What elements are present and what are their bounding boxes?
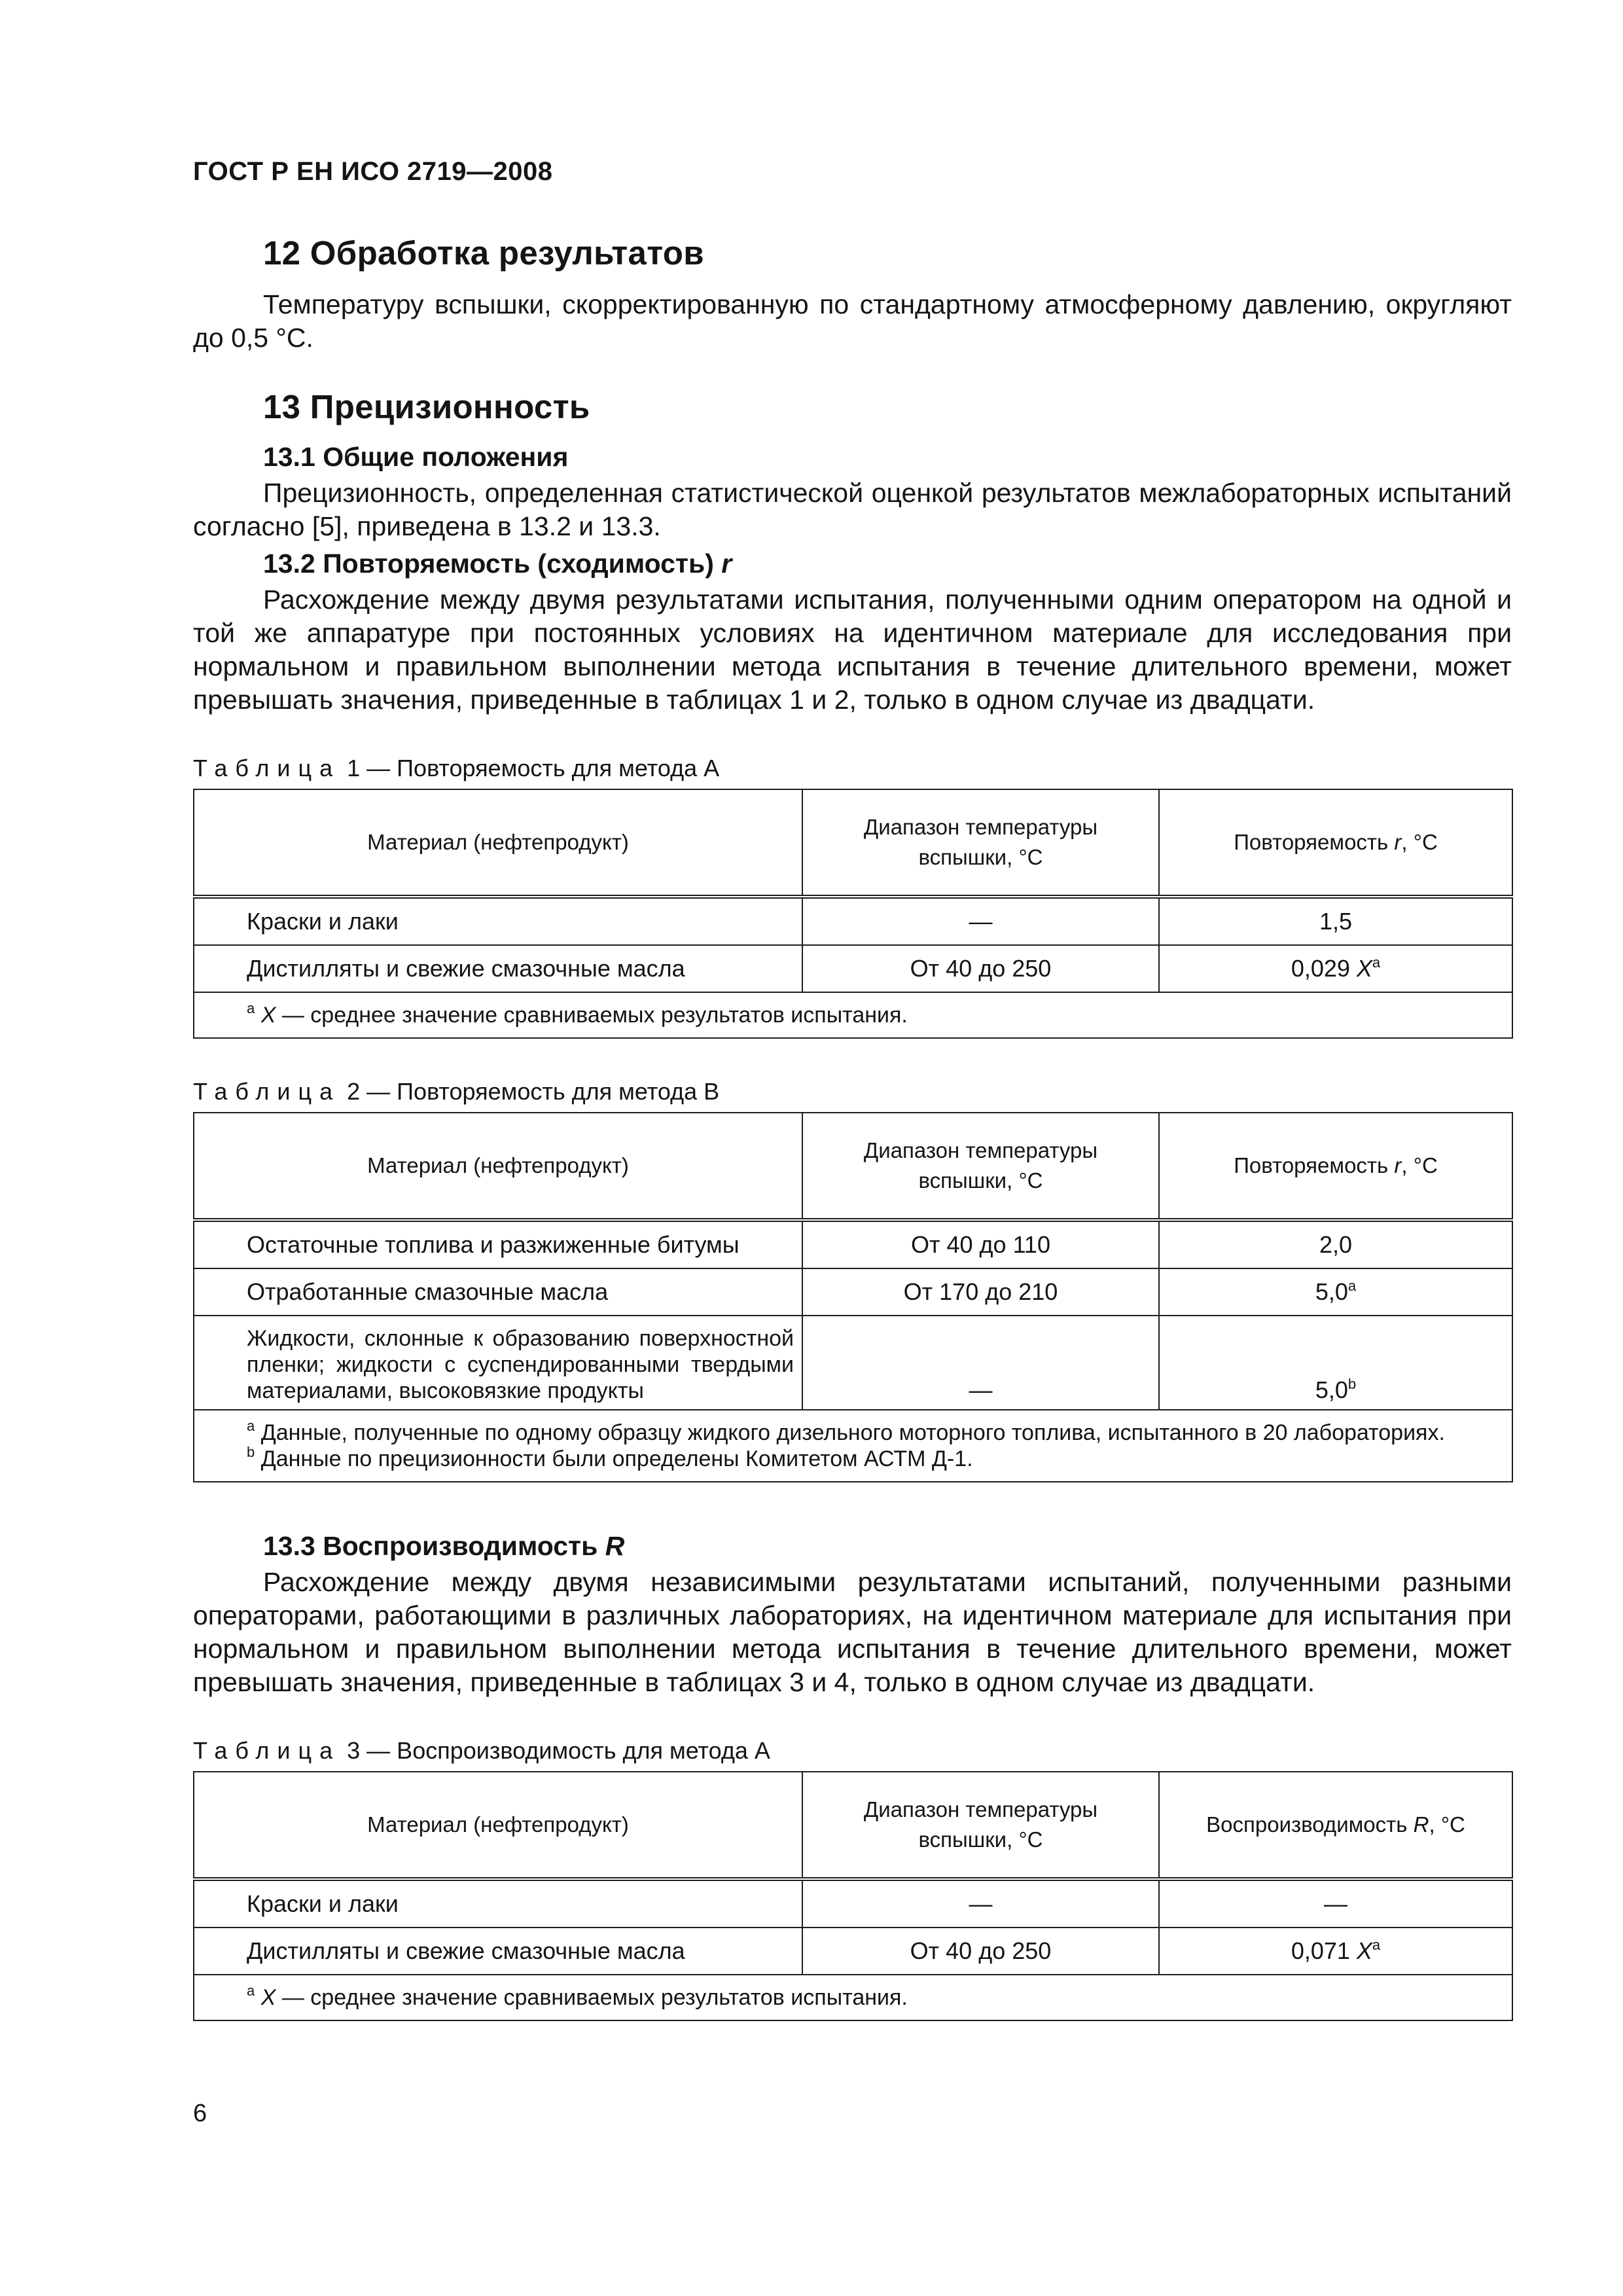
cell-range: От 40 до 250 <box>802 945 1159 992</box>
table-row <box>194 1268 1512 1316</box>
table-3 <box>193 1771 1513 2021</box>
document-id: ГОСТ Р ЕН ИСО 2719—2008 <box>193 157 553 186</box>
cell-material: Остаточные топлива и разжиженные битумы <box>194 1220 802 1268</box>
section-12-text: Температуру вспышки, скорректированную по стандартному атмосферному давлению, округляют до 0,5 °С. <box>193 289 1512 353</box>
header-range <box>802 789 1159 897</box>
page-number: 6 <box>193 2100 207 2127</box>
table-word: Таблица <box>193 755 341 781</box>
section-13-3-text: Расхождение между двумя независимыми результатами испытаний, полученными разными операторами, работающими в различных лабораториях, на идентичном материале для испытания при нормальном и правильном выполнении метода испытания в течение длительного времени, может превышать значения, приведенные в таблицах 3 и 4, только в одном случае из двадцати. <box>193 1567 1512 1697</box>
table-footnote <box>194 1975 1512 2020</box>
header-material: Материал (нефтепродукт) <box>194 1113 802 1220</box>
cell-value-number: 5,0 <box>1315 1278 1348 1305</box>
table-1-caption-text: 1 — Повторяемость для метода А <box>340 755 720 781</box>
table-row <box>194 1220 1512 1268</box>
header-range-text: Диапазон температуры вспышки, °С <box>863 1797 1098 1852</box>
footnote-b <box>247 1446 1508 1472</box>
footnote-mark: a <box>1372 1937 1381 1953</box>
table-header-row <box>194 1113 1512 1220</box>
cell-range: От 40 до 250 <box>802 1928 1159 1975</box>
table-2-caption <box>193 1078 1512 1105</box>
header-unit: , °С <box>1429 1812 1465 1837</box>
header-repeatability-text: Повторяемость <box>1234 1153 1395 1177</box>
table-word: Таблица <box>193 1078 341 1105</box>
reproducibility-symbol: R <box>605 1531 625 1561</box>
cell-value-symbol: X <box>1356 955 1372 982</box>
footnote-text: Данные по прецизионности были определены Комитетом АСТМ Д-1. <box>255 1446 973 1471</box>
header-unit: , °С <box>1401 830 1438 854</box>
document-page <box>193 157 1512 2021</box>
table-1-caption <box>193 755 1512 782</box>
cell-material: Отработанные смазочные масла <box>194 1268 802 1316</box>
header-unit: , °С <box>1401 1153 1438 1177</box>
table-word: Таблица <box>193 1737 341 1764</box>
cell-value: 2,0 <box>1159 1220 1512 1268</box>
table-footnote-row <box>194 1975 1512 2020</box>
footnote-text: Данные, полученные по одному образцу жидкого дизельного моторного топлива, испытанного в 20 лабораториях. <box>255 1420 1445 1445</box>
cell-range: — <box>802 1316 1159 1410</box>
section-13-1-text: Прецизионность, определенная статистической оценкой результатов межлабораторных испытаний согласно [5], приведена в 13.2 и 13.3. <box>193 478 1512 541</box>
footnote-symbol: X <box>260 1985 276 2010</box>
table-footnotes <box>194 1410 1512 1482</box>
cell-material: Дистилляты и свежие смазочные масла <box>194 1928 802 1975</box>
table-header-row <box>194 789 1512 897</box>
header-symbol: r <box>1394 1153 1402 1177</box>
section-13-3-title <box>193 1531 1512 1562</box>
footnote-mark: a <box>247 1418 255 1434</box>
cell-material: Дистилляты и свежие смазочные масла <box>194 945 802 992</box>
cell-value <box>1159 1268 1512 1316</box>
header-reproducibility <box>1159 1772 1512 1879</box>
cell-value-number: 5,0 <box>1315 1376 1348 1403</box>
footnote-text: — среднее значение сравниваемых результатов испытания. <box>276 1003 908 1028</box>
header-material: Материал (нефтепродукт) <box>194 1772 802 1879</box>
cell-value <box>1159 1316 1512 1410</box>
section-13-title: 13 Прецизионность <box>263 388 590 425</box>
section-12-title: 12 Обработка результатов <box>263 234 704 272</box>
footnote-mark: a <box>247 1982 255 1999</box>
cell-value-number: 0,071 <box>1291 1937 1357 1964</box>
table-row <box>194 1879 1512 1928</box>
cell-range: От 40 до 110 <box>802 1220 1159 1268</box>
table-footnote <box>194 992 1512 1038</box>
table-footnote-row <box>194 1410 1512 1482</box>
table-3-caption <box>193 1737 1512 1765</box>
cell-material: Краски и лаки <box>194 1879 802 1928</box>
table-row <box>194 897 1512 945</box>
section-13-2-text: Расхождение между двумя результатами испытания, полученными одним оператором на одной и той же аппаратуре при постоянных условиях на идентичном материале для исследования при нормальном и правильном выполнении метода испытания в течение длительного времени, может превышать значения, приведенные в таблицах 1 и 2, только в одном случае из двадцати. <box>193 584 1512 715</box>
table-row <box>194 945 1512 992</box>
table-3-caption-text: 3 — Воспроизводимость для метода А <box>340 1737 770 1764</box>
cell-range: От 170 до 210 <box>802 1268 1159 1316</box>
footnote-mark: b <box>247 1444 255 1460</box>
footnote-symbol: X <box>260 1003 276 1028</box>
section-13-2-title <box>193 548 1512 579</box>
header-range-text: Диапазон температуры вспышки, °С <box>863 1138 1098 1193</box>
footnote-mark: a <box>1347 1278 1357 1294</box>
cell-value: — <box>1159 1879 1512 1928</box>
cell-material: Краски и лаки <box>194 897 802 945</box>
header-reproducibility-text: Воспроизводимость <box>1206 1812 1414 1837</box>
table-row <box>194 1928 1512 1975</box>
header-range-text: Диапазон температуры вспышки, °С <box>863 815 1098 869</box>
header-symbol: r <box>1394 830 1402 854</box>
footnote-a <box>247 1420 1508 1446</box>
header-material: Материал (нефтепродукт) <box>194 789 802 897</box>
header-repeatability <box>1159 1113 1512 1220</box>
header-symbol: R <box>1413 1812 1429 1837</box>
cell-material: Жидкости, склонные к образованию поверхностной пленки; жидкости с суспендированными твердыми материалами, высоковязкие продукты <box>194 1316 802 1410</box>
table-footnote-row <box>194 992 1512 1038</box>
cell-range: — <box>802 897 1159 945</box>
table-row <box>194 1316 1512 1410</box>
section-13-3-title-text: 13.3 Воспроизводимость <box>263 1531 605 1561</box>
footnote-mark: a <box>247 1000 255 1016</box>
table-2 <box>193 1112 1513 1482</box>
header-repeatability <box>1159 789 1512 897</box>
header-repeatability-text: Повторяемость <box>1234 830 1395 854</box>
cell-value <box>1159 1928 1512 1975</box>
header-range <box>802 1772 1159 1879</box>
cell-value <box>1159 945 1512 992</box>
footnote-mark: a <box>1372 954 1381 971</box>
header-range <box>802 1113 1159 1220</box>
cell-range: — <box>802 1879 1159 1928</box>
table-header-row <box>194 1772 1512 1879</box>
repeatability-symbol: r <box>721 548 732 579</box>
footnote-text: — среднее значение сравниваемых результатов испытания. <box>276 1985 908 2010</box>
section-13-2-title-text: 13.2 Повторяемость (сходимость) <box>263 548 722 579</box>
section-13-1-title: 13.1 Общие положения <box>263 442 569 472</box>
cell-value-symbol: X <box>1356 1937 1372 1964</box>
table-1 <box>193 789 1513 1039</box>
footnote-mark: b <box>1347 1376 1357 1392</box>
cell-value-number: 0,029 <box>1291 955 1357 982</box>
table-2-caption-text: 2 — Повторяемость для метода В <box>340 1078 720 1105</box>
cell-value: 1,5 <box>1159 897 1512 945</box>
